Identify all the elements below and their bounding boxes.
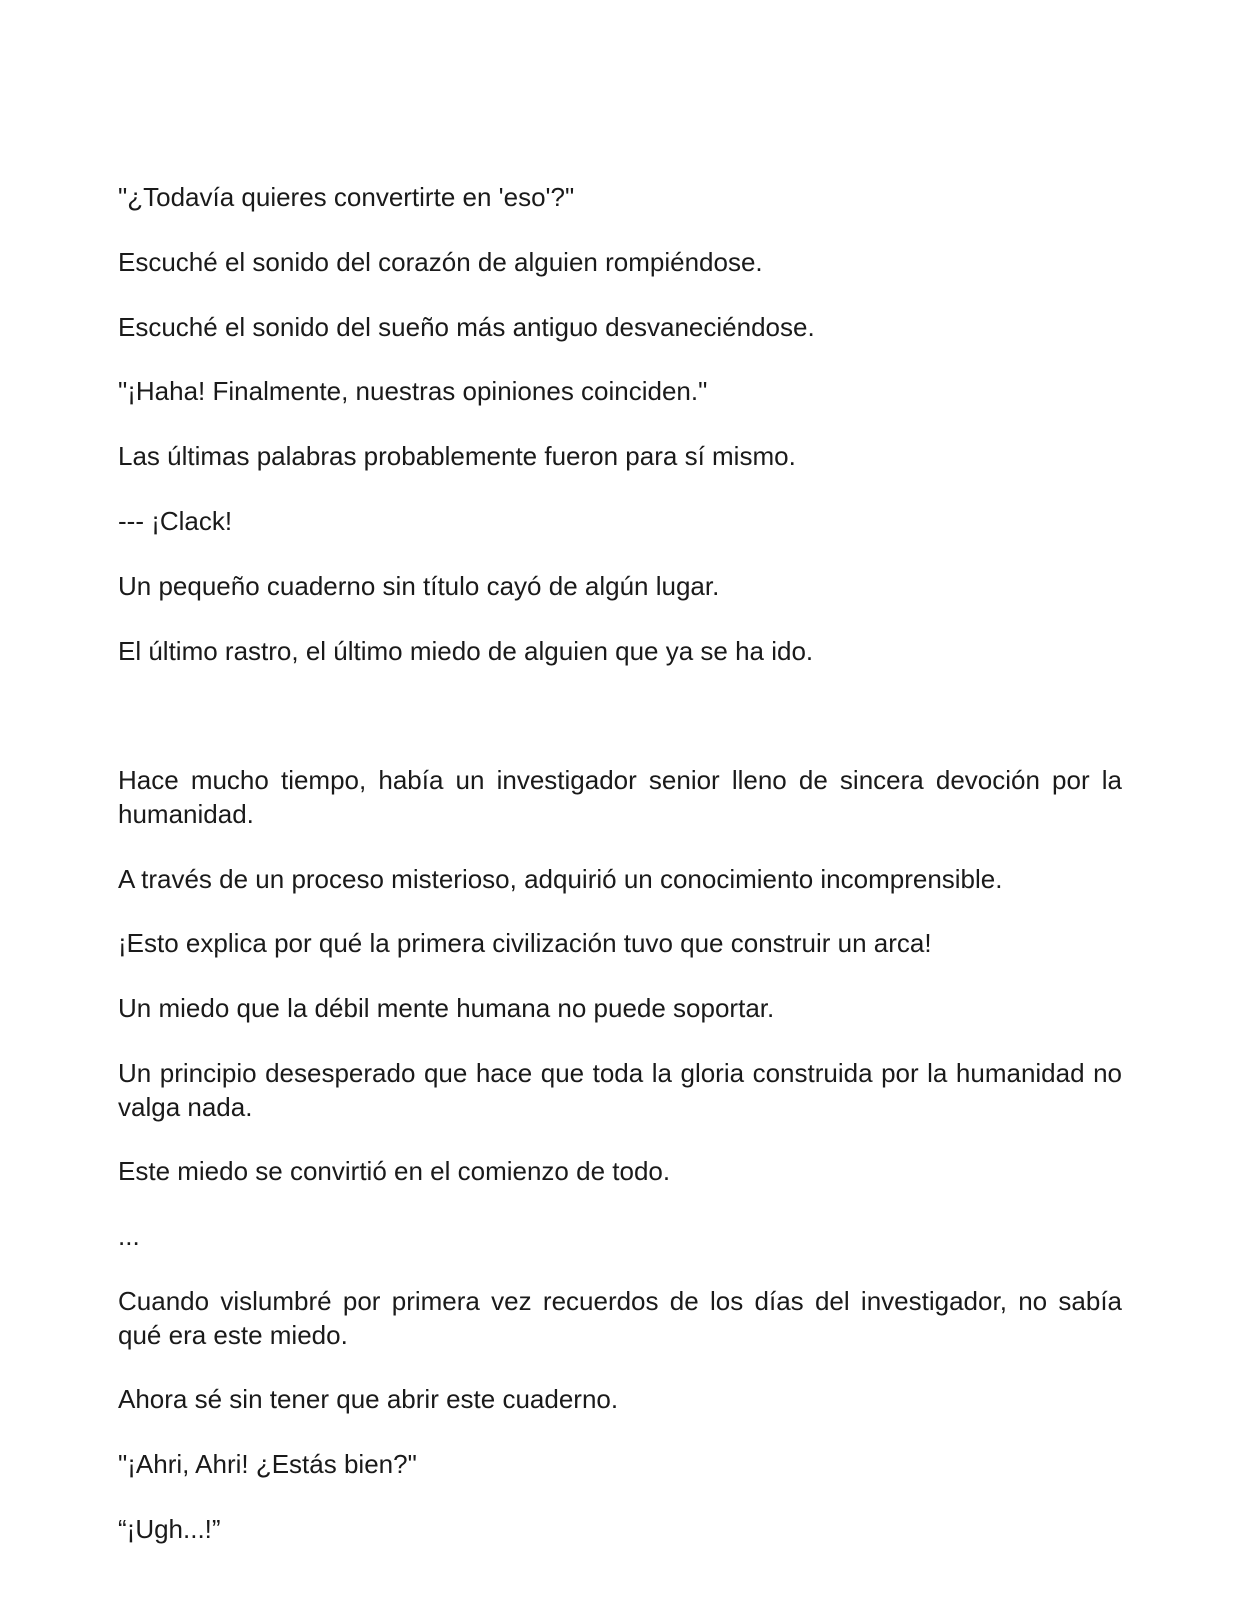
paragraph: "¡Haha! Finalmente, nuestras opiniones coinciden." <box>118 376 708 406</box>
paragraph: El último rastro, el último miedo de alguien que ya se ha ido. <box>118 636 814 666</box>
paragraph: "¿Todavía quieres convertirte en 'eso'?" <box>118 182 575 212</box>
paragraph: “¡Ugh...!” <box>118 1514 221 1544</box>
ellipsis-paragraph: ... <box>118 1221 140 1251</box>
paragraph: Hace mucho tiempo, había un investigador senior lleno de sincera devoción por la humanidad. <box>118 765 1122 829</box>
paragraph: Ahora sé sin tener que abrir este cuaderno. <box>118 1384 619 1414</box>
paragraph: --- ¡Clack! <box>118 506 233 536</box>
paragraph: ¡Esto explica por qué la primera civilización tuvo que construir un arca! <box>118 928 932 958</box>
paragraph: Este miedo se convirtió en el comienzo de todo. <box>118 1156 671 1186</box>
paragraph: Escuché el sonido del sueño más antiguo desvaneciéndose. <box>118 312 815 342</box>
paragraph: A través de un proceso misterioso, adquirió un conocimiento incomprensible. <box>118 864 1003 894</box>
paragraph: "¡Ahri, Ahri! ¿Estás bien?" <box>118 1449 417 1479</box>
paragraph: Un principio desesperado que hace que toda la gloria construida por la humanidad no valga nada. <box>118 1058 1122 1122</box>
paragraph: Las últimas palabras probablemente fueron para sí mismo. <box>118 441 796 471</box>
paragraph: Cuando vislumbré por primera vez recuerdos de los días del investigador, no sabía qué era este miedo. <box>118 1286 1122 1350</box>
paragraph: Un miedo que la débil mente humana no puede soportar. <box>118 993 775 1023</box>
paragraph: Un pequeño cuaderno sin título cayó de algún lugar. <box>118 571 720 601</box>
paragraph: Escuché el sonido del corazón de alguien rompiéndose. <box>118 247 763 277</box>
